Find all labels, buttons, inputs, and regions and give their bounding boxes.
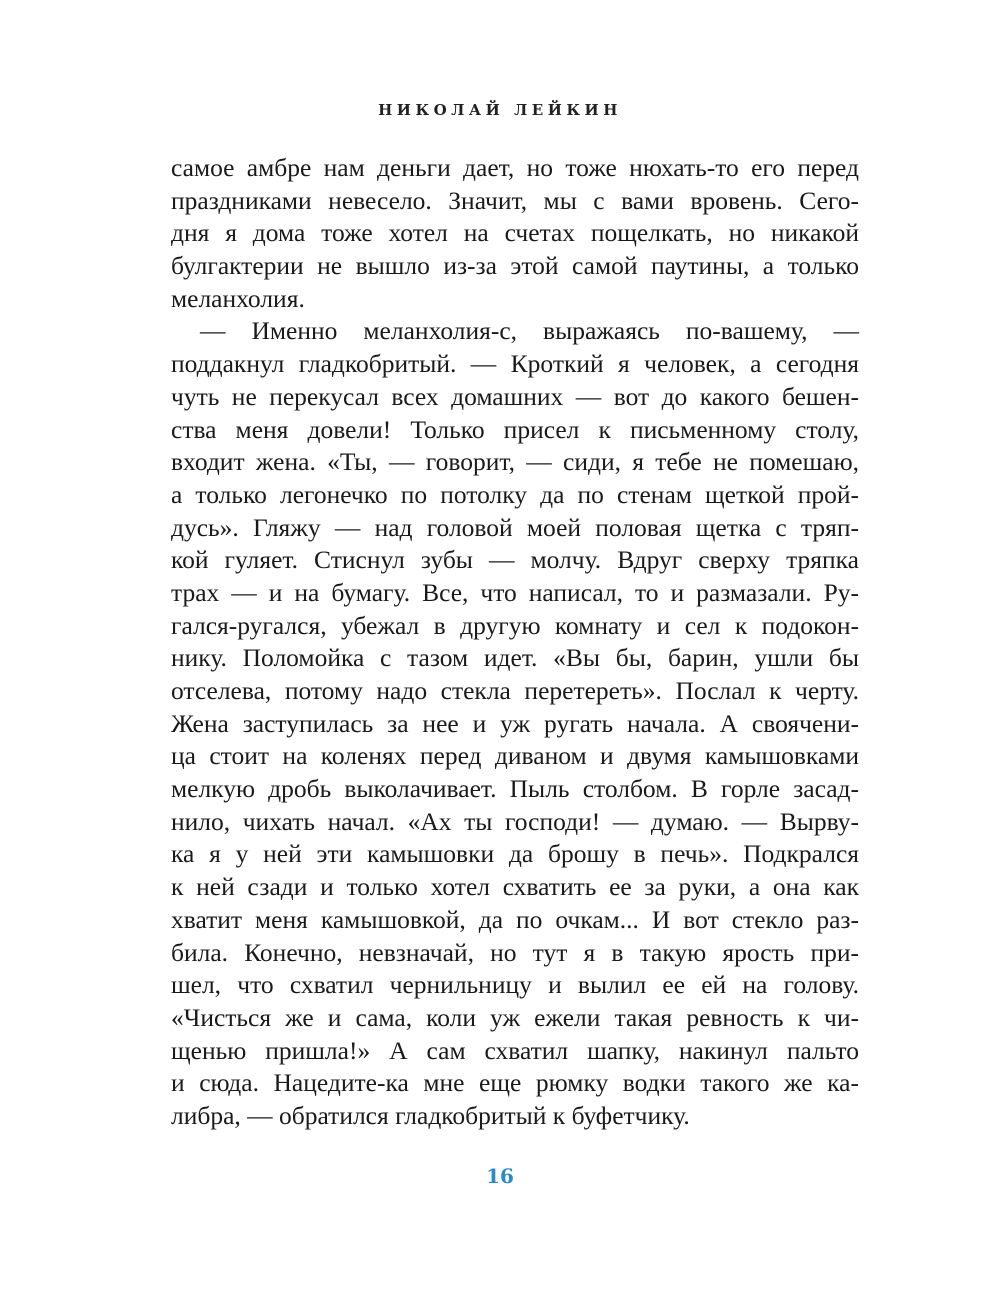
text-line: била. Конечно, невзначай, но тут я в такую ярость при- (171, 937, 859, 967)
text-line: мелкую дробь выколачивает. Пыль столбом. В горле засад- (171, 774, 859, 804)
text-line: булгактерии не вышло из-за этой самой паутины, а только (171, 251, 859, 281)
text-line: кой гуляет. Стиснул зубы — молчу. Вдруг сверху тряпка (171, 545, 859, 575)
running-head-author: НИКОЛАЙ ЛЕЙКИН (378, 101, 622, 119)
text-line: трах — и на бумагу. Все, что написал, то и размазали. Ру- (171, 577, 859, 607)
text-line: нику. Поломойка с тазом идет. «Вы бы, барин, ушли бы (171, 643, 859, 673)
text-line: Жена заступилась за нее и уж ругать начала. А своячени- (171, 708, 859, 738)
text-line: самое амбре нам деньги дает, но тоже нюхать-то его перед (171, 153, 859, 182)
text-line: поддакнул гладкобритый. — Кроткий я человек, а сегодня (171, 349, 859, 379)
page-number: 16 (486, 1164, 514, 1188)
body-text (171, 152, 859, 1133)
text-line: чуть не перекусал всех домашних — вот до какого бешен- (171, 381, 859, 411)
text-line: хватит меня камышовкой, да по очкам... И вот стекло раз- (171, 904, 859, 934)
text-line: и сюда. Нацедите-ка мне еще рюмку водки такого же ка- (171, 1068, 859, 1098)
text-line: ца стоит на коленях перед диваном и двумя камышовками (171, 741, 859, 771)
text-line: гался-ругался, убежал в другую комнату и сел к подокон- (171, 610, 859, 640)
text-line: щенью пришла!» А сам схватил шапку, накинул пальто (171, 1035, 859, 1065)
text-line: а только легонечко по потолку да по стенам щеткой прой- (171, 479, 859, 509)
text-line: — Именно меланхолия-с, выражаясь по-вашему, — (200, 316, 859, 346)
text-line: праздниками невесело. Значит, мы с вами вровень. Сего- (171, 185, 859, 215)
text-line: либра, — обратился гладкобритый к буфетчику. (171, 1100, 690, 1130)
text-line: ка я у ней эти камышовки да брошу в печь». Подкрался (171, 839, 859, 869)
text-line: входит жена. «Ты, — говорит, — сиди, я тебе не помешаю, (171, 447, 859, 477)
text-line: меланхолия. (171, 283, 305, 313)
text-line: дусь». Гляжу — над головой моей половая щетка с тряп- (171, 512, 859, 542)
text-line: «Чисться же и сама, коли уж ежели такая ревность к чи- (171, 1002, 859, 1032)
text-line: нило, чихать начал. «Ах ты господи! — думаю. — Вырву- (171, 806, 859, 836)
text-line: к ней сзади и только хотел схватить ее за руки, а она как (171, 872, 859, 902)
text-line: дня я дома тоже хотел на счетах пощелкать, но никакой (171, 218, 859, 248)
text-line: ства меня довели! Только присел к письменному столу, (171, 414, 859, 444)
text-line: шел, что схватил чернильницу и вылил ее ей на голову. (171, 970, 859, 1000)
text-line: отселева, потому надо стекла перетереть». Послал к черту. (171, 676, 859, 705)
